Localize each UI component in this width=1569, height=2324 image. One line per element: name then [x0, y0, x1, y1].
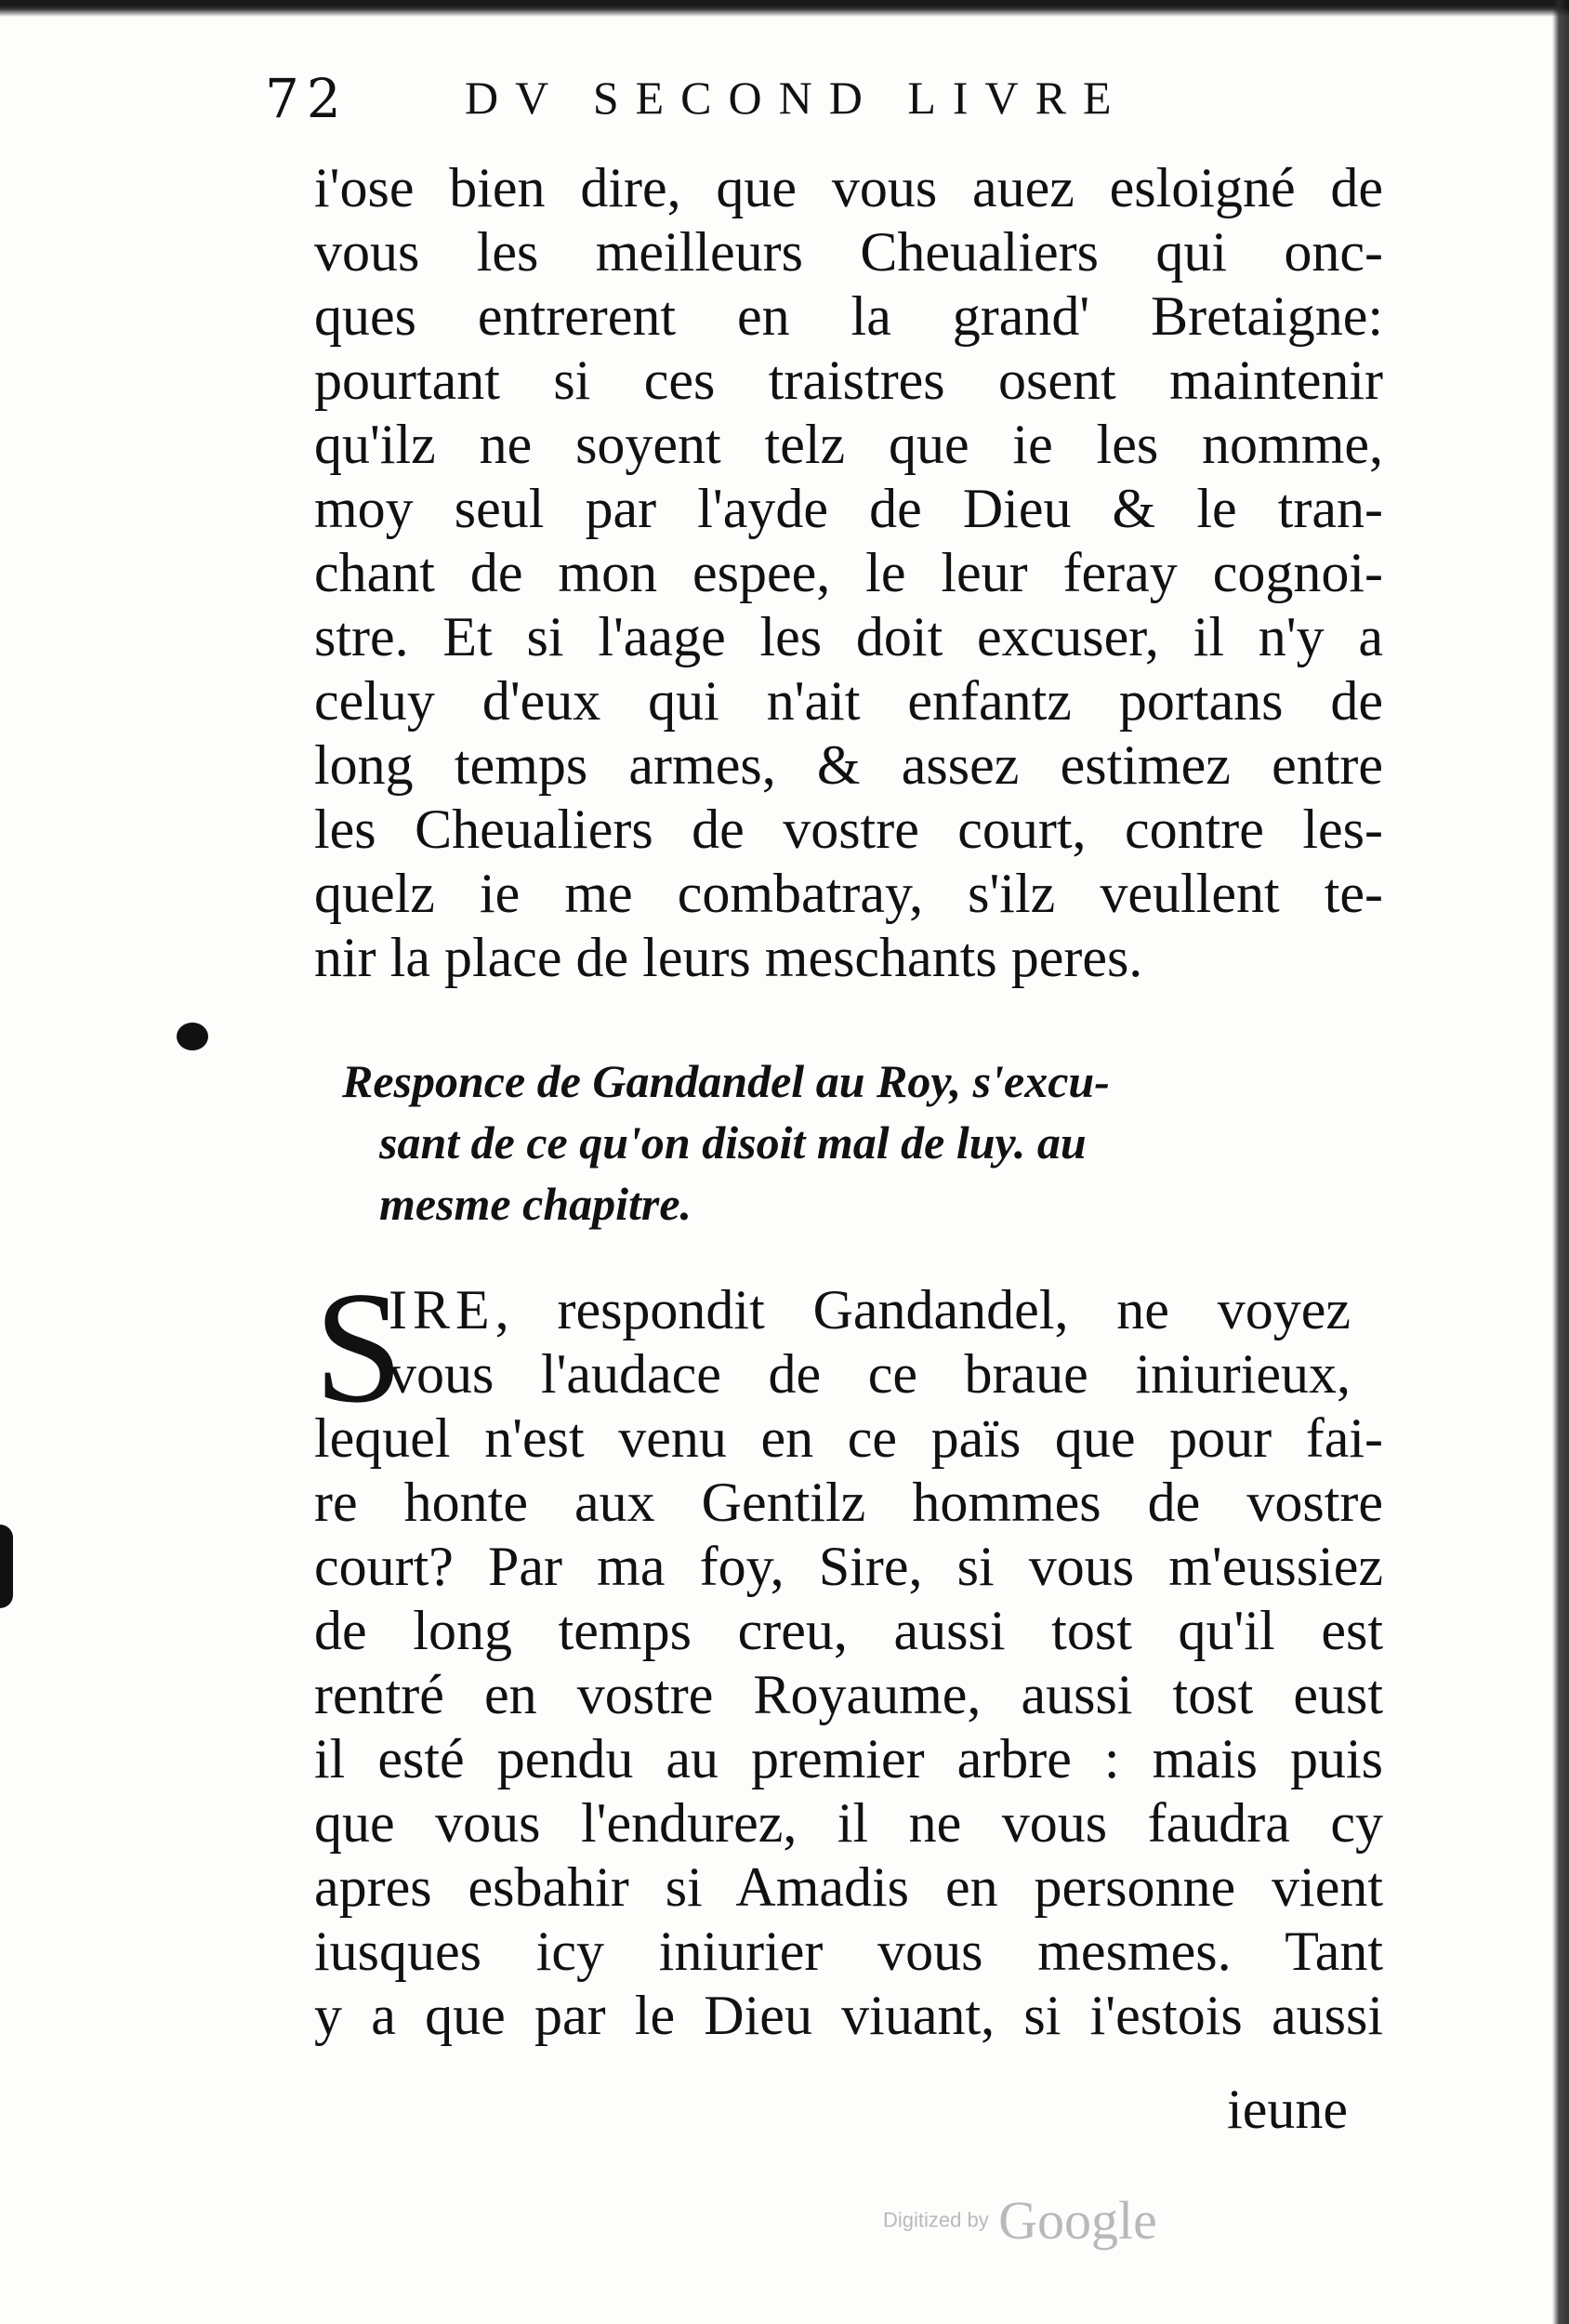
text-line: celuy d'eux qui n'ait enfantz portans de [314, 670, 1383, 732]
text-line [389, 1278, 1351, 1342]
text-line: il esté pendu au premier arbre : mais puis [314, 1728, 1383, 1789]
text-line: de long temps creu, aussi tost qu'il est [314, 1600, 1383, 1661]
ink-blot [177, 1023, 208, 1050]
text-line: pourtant si ces traistres osent maintenir [314, 350, 1383, 411]
text-line: long temps armes, & assez estimez entre [314, 734, 1383, 796]
catchword: ieune [1227, 2079, 1348, 2140]
page-right-edge [1552, 0, 1569, 2324]
paragraph-2 [314, 1406, 1383, 2048]
page-number: 72 [265, 67, 349, 130]
text-line: apres esbahir si Amadis en personne vient [314, 1856, 1383, 1918]
text-line: re honte aux Gentilz hommes de vostre [314, 1472, 1383, 1533]
page-header [265, 67, 1250, 141]
text-line: les Cheualiers de vostre court, contre les- [314, 799, 1383, 860]
chapter-heading [342, 1050, 1318, 1235]
text-line: y a que par le Dieu viuant, si i'estois aussi [314, 1985, 1383, 2046]
text-line: ques entrerent en la grand' Bretaigne: [314, 285, 1383, 347]
text-line: nir la place de leurs meschants peres. [314, 927, 1143, 988]
text-line: iusques icy iniurier vous mesmes. Tant [314, 1921, 1383, 1982]
text-line: que vous l'endurez, il ne vous faudra cy [314, 1792, 1383, 1854]
text-line: court? Par ma foy, Sire, si vous m'eussiez [314, 1536, 1383, 1597]
heading-line: sant de ce qu'on disoit mal de luy. au [379, 1116, 1087, 1169]
text-line: rentré en vostre Royaume, aussi tost eust [314, 1664, 1383, 1725]
running-title: DV SECOND LIVRE [465, 72, 1128, 124]
text-line: quelz ie me combatray, s'ilz veullent te- [314, 863, 1383, 924]
heading-line: mesme chapitre. [379, 1178, 692, 1230]
paragraph-1 [314, 156, 1383, 990]
text-line-rest: , respondit Gandandel, ne voyez [494, 1279, 1351, 1340]
text-line: chant de mon espee, le leur feray cognoi- [314, 542, 1383, 603]
text-line: i'ose bien dire, que vous auez esloigné de [314, 157, 1383, 218]
watermark-prefix: Digitized by [883, 2208, 989, 2232]
left-edge-mark [0, 1525, 13, 1608]
heading-line: Responce de Gandandel au Roy, s'excu- [342, 1055, 1110, 1107]
drop-capital: S [314, 1260, 403, 1436]
page-top-edge [0, 0, 1569, 17]
small-caps-word: IRE [389, 1279, 495, 1340]
text-line: vous les meilleurs Cheualiers qui onc- [314, 221, 1383, 283]
text-line: lequel n'est venu en ce païs que pour fai- [314, 1407, 1383, 1469]
text-line: moy seul par l'ayde de Dieu & le tran- [314, 478, 1383, 539]
text-line: stre. Et si l'aage les doit excuser, il n'y a [314, 606, 1383, 667]
text-line: qu'ilz ne soyent telz que ie les nomme, [314, 414, 1383, 475]
text-line: vous l'audace de ce braue iniurieux, [389, 1343, 1351, 1405]
digitized-by-watermark [883, 2189, 1157, 2251]
google-logo: Google [998, 2190, 1157, 2251]
